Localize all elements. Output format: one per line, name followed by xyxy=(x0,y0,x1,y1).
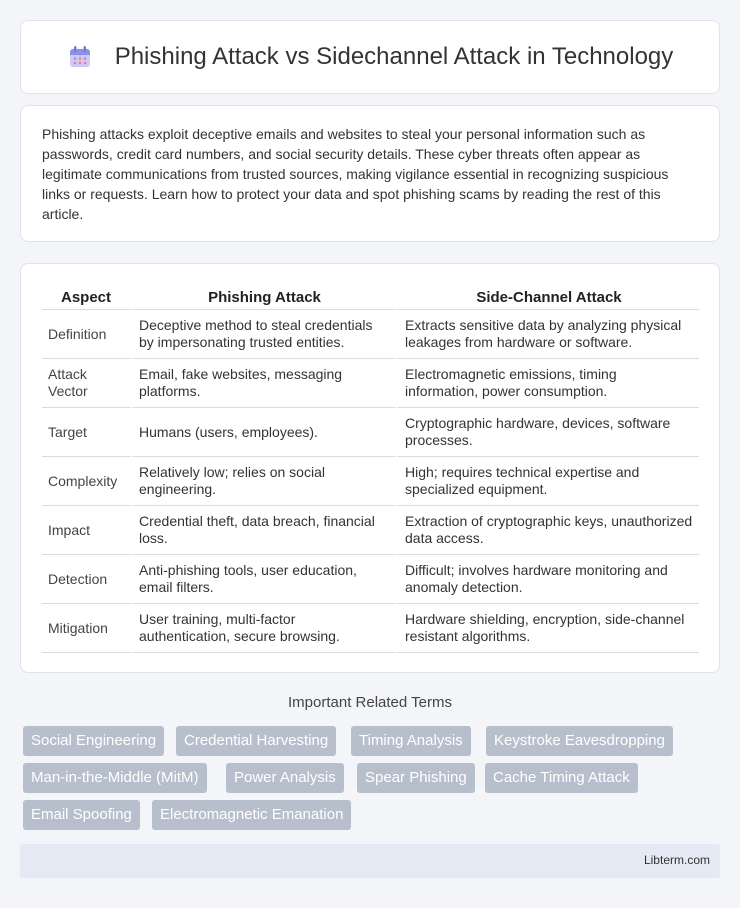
related-term-tag[interactable]: Man-in-the-Middle (MitM) xyxy=(23,763,207,793)
table-row xyxy=(42,457,699,506)
table-header-row xyxy=(42,284,699,310)
row-phishing: Relatively low; relies on social engineering. xyxy=(130,457,396,506)
row-aspect: Definition xyxy=(42,310,130,359)
footer-site-link[interactable]: Libterm.com xyxy=(643,853,710,867)
table-row xyxy=(42,555,699,604)
row-phishing: Deceptive method to steal credentials by impersonating trusted entities. xyxy=(130,310,396,359)
related-terms-title: Important Related Terms xyxy=(288,694,452,711)
row-side-channel: Hardware shielding, encryption, side-channel resistant algorithms. xyxy=(396,604,699,653)
page-title: Phishing Attack vs Sidechannel Attack in Technology xyxy=(114,43,674,70)
row-phishing: Humans (users, employees). xyxy=(130,408,396,457)
row-side-channel: Cryptographic hardware, devices, software processes. xyxy=(396,408,699,457)
table-row xyxy=(42,359,699,408)
row-aspect: Attack Vector xyxy=(42,359,130,408)
related-term-tag[interactable]: Social Engineering xyxy=(23,726,164,756)
row-aspect: Complexity xyxy=(42,457,130,506)
related-term-tag[interactable]: Timing Analysis xyxy=(351,726,471,756)
intro-text: Phishing attacks exploit deceptive emails and websites to steal your personal information such as passwords, credit card numbers, and social security details. These cyber threats often appear as legitimate communications from trusted sources, making vigilance essential in recognizing suspicious links or requests. Learn how to protect your data and spot phishing scams by reading the rest of this article. xyxy=(42,126,669,222)
table-row xyxy=(42,310,699,359)
row-aspect: Mitigation xyxy=(42,604,130,653)
title-card xyxy=(20,20,720,94)
header-phishing: Phishing Attack xyxy=(130,284,396,310)
table-row xyxy=(42,604,699,653)
row-side-channel: Extracts sensitive data by analyzing physical leakages from hardware or software. xyxy=(396,310,699,359)
comparison-card xyxy=(20,263,720,673)
related-term-tag[interactable]: Cache Timing Attack xyxy=(485,763,638,793)
related-term-tag[interactable]: Credential Harvesting xyxy=(176,726,336,756)
related-term-tag[interactable]: Spear Phishing xyxy=(357,763,475,793)
related-term-tag[interactable]: Electromagnetic Emanation xyxy=(152,800,351,830)
row-side-channel: High; requires technical expertise and specialized equipment. xyxy=(396,457,699,506)
row-aspect: Target xyxy=(42,408,130,457)
related-term-tag[interactable]: Keystroke Eavesdropping xyxy=(486,726,673,756)
header-aspect: Aspect xyxy=(42,284,130,310)
row-side-channel: Extraction of cryptographic keys, unauthorized data access. xyxy=(396,506,699,555)
table-row xyxy=(42,506,699,555)
calendar-icon xyxy=(67,44,93,70)
row-aspect: Detection xyxy=(42,555,130,604)
row-phishing: Email, fake websites, messaging platforms. xyxy=(130,359,396,408)
row-phishing: Anti-phishing tools, user education, email filters. xyxy=(130,555,396,604)
row-aspect: Impact xyxy=(42,506,130,555)
row-side-channel: Difficult; involves hardware monitoring and anomaly detection. xyxy=(396,555,699,604)
row-side-channel: Electromagnetic emissions, timing information, power consumption. xyxy=(396,359,699,408)
header-side-channel: Side-Channel Attack xyxy=(396,284,699,310)
table-row xyxy=(42,408,699,457)
related-term-tag[interactable]: Email Spoofing xyxy=(23,800,140,830)
row-phishing: Credential theft, data breach, financial loss. xyxy=(130,506,396,555)
intro-card xyxy=(20,105,720,242)
comparison-table xyxy=(42,284,699,653)
related-term-tag[interactable]: Power Analysis xyxy=(226,763,344,793)
row-phishing: User training, multi-factor authentication, secure browsing. xyxy=(130,604,396,653)
footer xyxy=(20,844,720,878)
